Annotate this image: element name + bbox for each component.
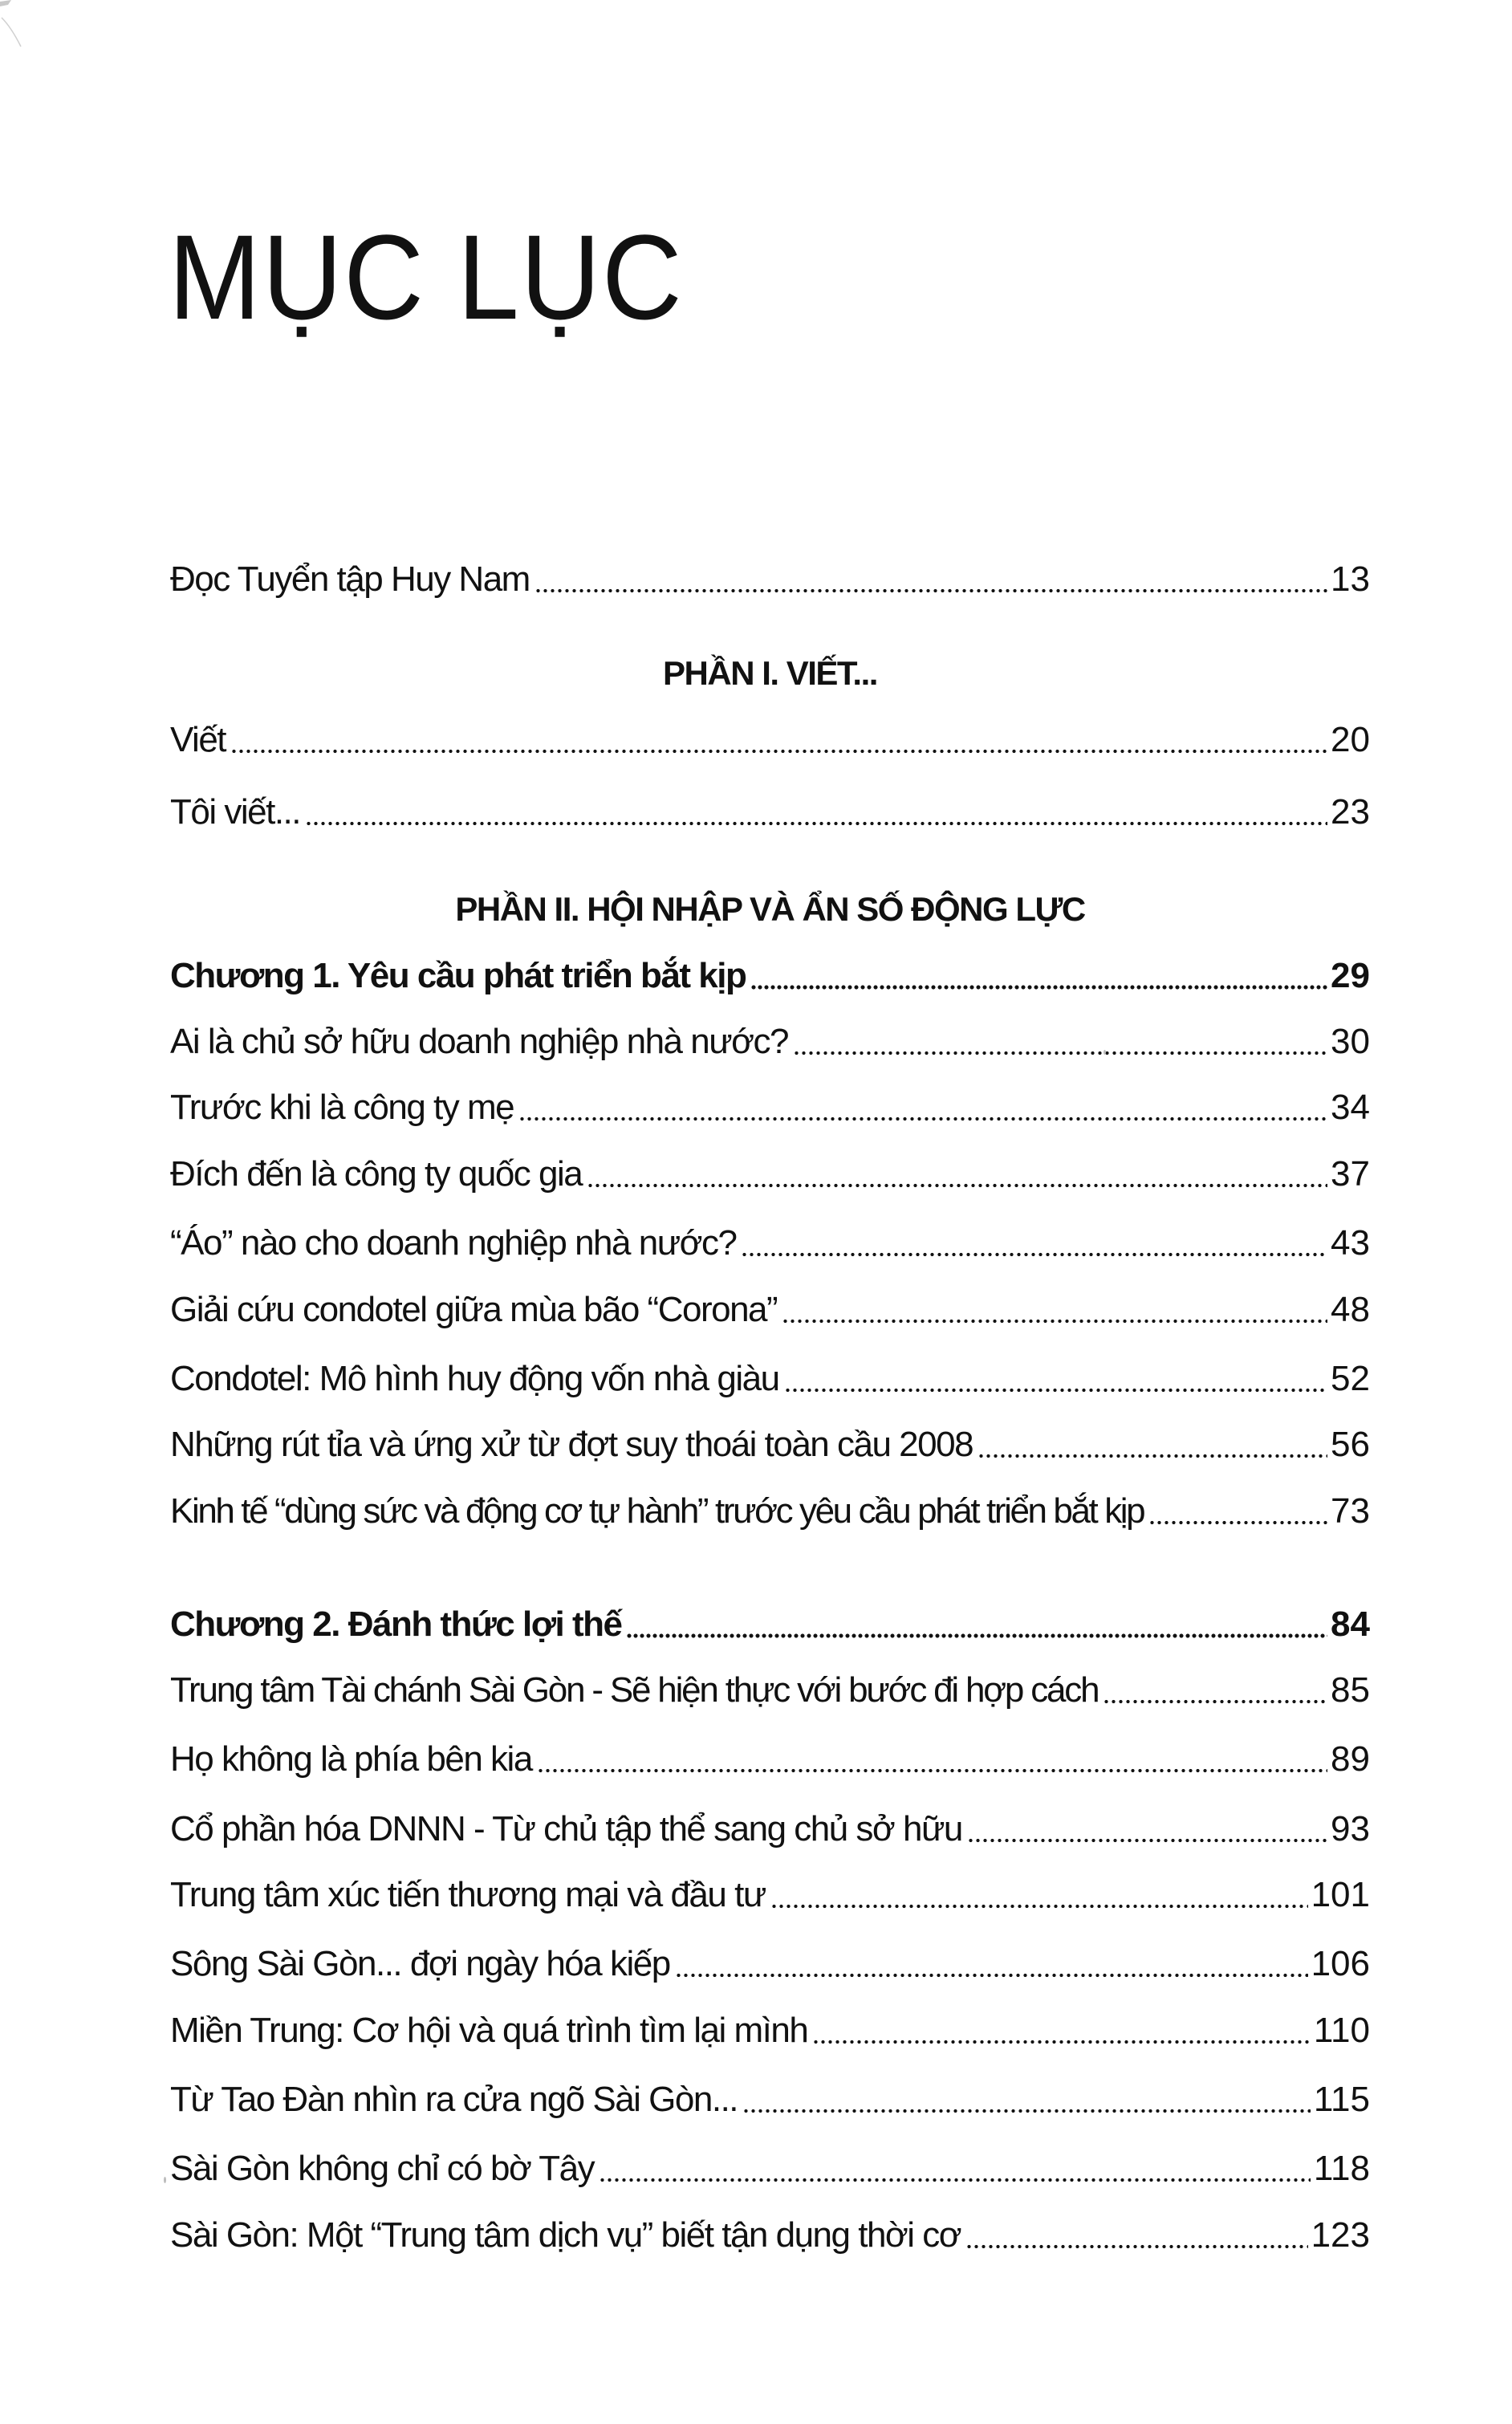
toc-entry-label: Đọc Tuyển tập Huy Nam	[170, 559, 530, 599]
toc-entry[interactable]	[170, 790, 1370, 835]
toc-entry[interactable]	[170, 2146, 1370, 2191]
dot-leader	[537, 1767, 1327, 1774]
toc-chapter-label: Chương 2. Đánh thức lợi thế	[170, 1604, 622, 1644]
dot-leader	[230, 748, 1327, 754]
toc-entry-label: Sài Gòn: Một “Trung tâm dịch vụ” biết tận dụng thời cơ	[170, 2215, 961, 2255]
toc-entry-label: Giải cứu condotel giữa mùa bão “Corona”	[170, 1290, 778, 1329]
toc-entry-label: Đích đến là công ty quốc gia	[170, 1154, 583, 1194]
toc-entry[interactable]	[170, 2008, 1370, 2053]
toc-entry-page: 13	[1331, 559, 1370, 599]
toc-entry-page: 20	[1331, 720, 1370, 759]
toc-entry[interactable]	[170, 1942, 1370, 1987]
toc-entry-page: 43	[1331, 1223, 1370, 1263]
toc-entry-page: 73	[1331, 1491, 1370, 1531]
toc-entry[interactable]	[170, 1019, 1370, 1064]
toc-entry-page: 93	[1331, 1809, 1370, 1849]
dot-leader	[793, 1050, 1327, 1056]
page-title: MỤC LỤC	[169, 209, 684, 344]
toc-chapter-2[interactable]	[170, 1602, 1370, 1647]
toc-entry-label: Sài Gòn không chỉ có bờ Tây	[170, 2149, 595, 2188]
part-heading-1: PHẦN I. VIẾT...	[663, 654, 877, 692]
toc-entry-page: 85	[1331, 1670, 1370, 1710]
dot-leader	[741, 1251, 1327, 1258]
dot-leader	[742, 2108, 1311, 2114]
toc-entry-page: 115	[1313, 2080, 1370, 2119]
toc-entry-label: Viết	[170, 720, 226, 759]
toc-entry-page: 118	[1313, 2149, 1370, 2188]
part-heading-2: PHẦN II. HỘI NHẬP VÀ ẨN SỐ ĐỘNG LỰC	[455, 890, 1085, 928]
dot-leader	[784, 1387, 1327, 1393]
toc-entry-page: 110	[1313, 2011, 1370, 2050]
toc-entry-intro[interactable]	[170, 557, 1370, 602]
toc-entry[interactable]	[170, 1085, 1370, 1130]
toc-entry-label: Condotel: Mô hình huy động vốn nhà giàu	[170, 1359, 779, 1398]
toc-entry-label: Trung tâm xúc tiến thương mại và đầu tư	[170, 1875, 766, 1914]
toc-entry-label: Miền Trung: Cơ hội và quá trình tìm lại mình	[170, 2011, 808, 2050]
dot-leader	[967, 1837, 1327, 1844]
toc-entry-label: Kinh tế “dùng sức và động cơ tự hành” trước yêu cầu phát triển bắt kịp	[170, 1491, 1144, 1531]
toc-entry-page: 89	[1331, 1739, 1370, 1779]
toc-entry-label: “Áo” nào cho doanh nghiệp nhà nước?	[170, 1223, 737, 1263]
dot-leader	[534, 588, 1327, 594]
toc-chapter-page: 84	[1331, 1604, 1370, 1644]
toc-entry-page: 34	[1331, 1088, 1370, 1127]
toc-entry-page: 101	[1311, 1875, 1370, 1914]
toc-entry-label: Những rút tỉa và ứng xử từ đợt suy thoái toàn cầu 2008	[170, 1425, 973, 1464]
toc-entry-page: 48	[1331, 1290, 1370, 1329]
dot-leader	[599, 2177, 1311, 2183]
dot-leader	[1148, 1519, 1327, 1526]
dot-leader	[1103, 1698, 1327, 1705]
toc-entry[interactable]	[170, 1152, 1370, 1197]
toc-entry[interactable]	[170, 718, 1370, 763]
toc-chapter-label: Chương 1. Yêu cầu phát triển bắt kịp	[170, 956, 746, 995]
scan-speck	[1104, 1050, 1106, 1055]
toc-entry-label: Trước khi là công ty mẹ	[170, 1088, 514, 1127]
toc-entry-label: Ai là chủ sở hữu doanh nghiệp nhà nước?	[170, 1022, 789, 1061]
dot-leader	[750, 984, 1327, 990]
dot-leader	[305, 820, 1327, 827]
page-corner-fold-mark	[0, 0, 48, 48]
toc-entry[interactable]	[170, 1489, 1370, 1534]
toc-entry-label: Họ không là phía bên kia	[170, 1739, 532, 1779]
toc-entry-label: Sông Sài Gòn... đợi ngày hóa kiếp	[170, 1944, 670, 1983]
toc-entry-page: 123	[1311, 2215, 1370, 2255]
toc-entry[interactable]	[170, 1422, 1370, 1467]
toc-entry[interactable]	[170, 1807, 1370, 1852]
dot-leader	[978, 1453, 1327, 1459]
dot-leader	[770, 1903, 1308, 1910]
toc-entry[interactable]	[170, 1668, 1370, 1713]
toc-entry[interactable]	[170, 1221, 1370, 1266]
toc-entry-page: 56	[1331, 1425, 1370, 1464]
toc-chapter-1[interactable]	[170, 954, 1370, 998]
toc-entry-label: Từ Tao Đàn nhìn ra cửa ngõ Sài Gòn...	[170, 2080, 738, 2119]
toc-entry[interactable]	[170, 2077, 1370, 2122]
toc-entry-page: 106	[1311, 1944, 1370, 1983]
toc-entry-page: 52	[1331, 1359, 1370, 1398]
dot-leader	[587, 1182, 1327, 1189]
dot-leader	[782, 1318, 1327, 1324]
toc-entry[interactable]	[170, 1737, 1370, 1782]
toc-entry[interactable]	[170, 1873, 1370, 1918]
toc-entry-page: 30	[1331, 1022, 1370, 1061]
toc-entry-page: 37	[1331, 1154, 1370, 1194]
dot-leader	[965, 2243, 1307, 2250]
scan-speck	[164, 2177, 166, 2183]
dot-leader	[518, 1116, 1327, 1122]
toc-entry-label: Trung tâm Tài chánh Sài Gòn - Sẽ hiện thực với bước đi hợp cách	[170, 1670, 1099, 1710]
toc-entry-page: 23	[1331, 792, 1370, 832]
toc-entry-label: Tôi viết...	[170, 792, 300, 832]
dot-leader	[675, 1972, 1308, 1979]
toc-entry[interactable]	[170, 2213, 1370, 2258]
dot-leader	[626, 1633, 1327, 1639]
toc-entry[interactable]	[170, 1287, 1370, 1332]
dot-leader	[812, 2039, 1311, 2045]
toc-entry-label: Cổ phần hóa DNNN - Từ chủ tập thể sang chủ sở hữu	[170, 1809, 962, 1849]
toc-entry[interactable]	[170, 1356, 1370, 1401]
toc-chapter-page: 29	[1331, 956, 1370, 995]
